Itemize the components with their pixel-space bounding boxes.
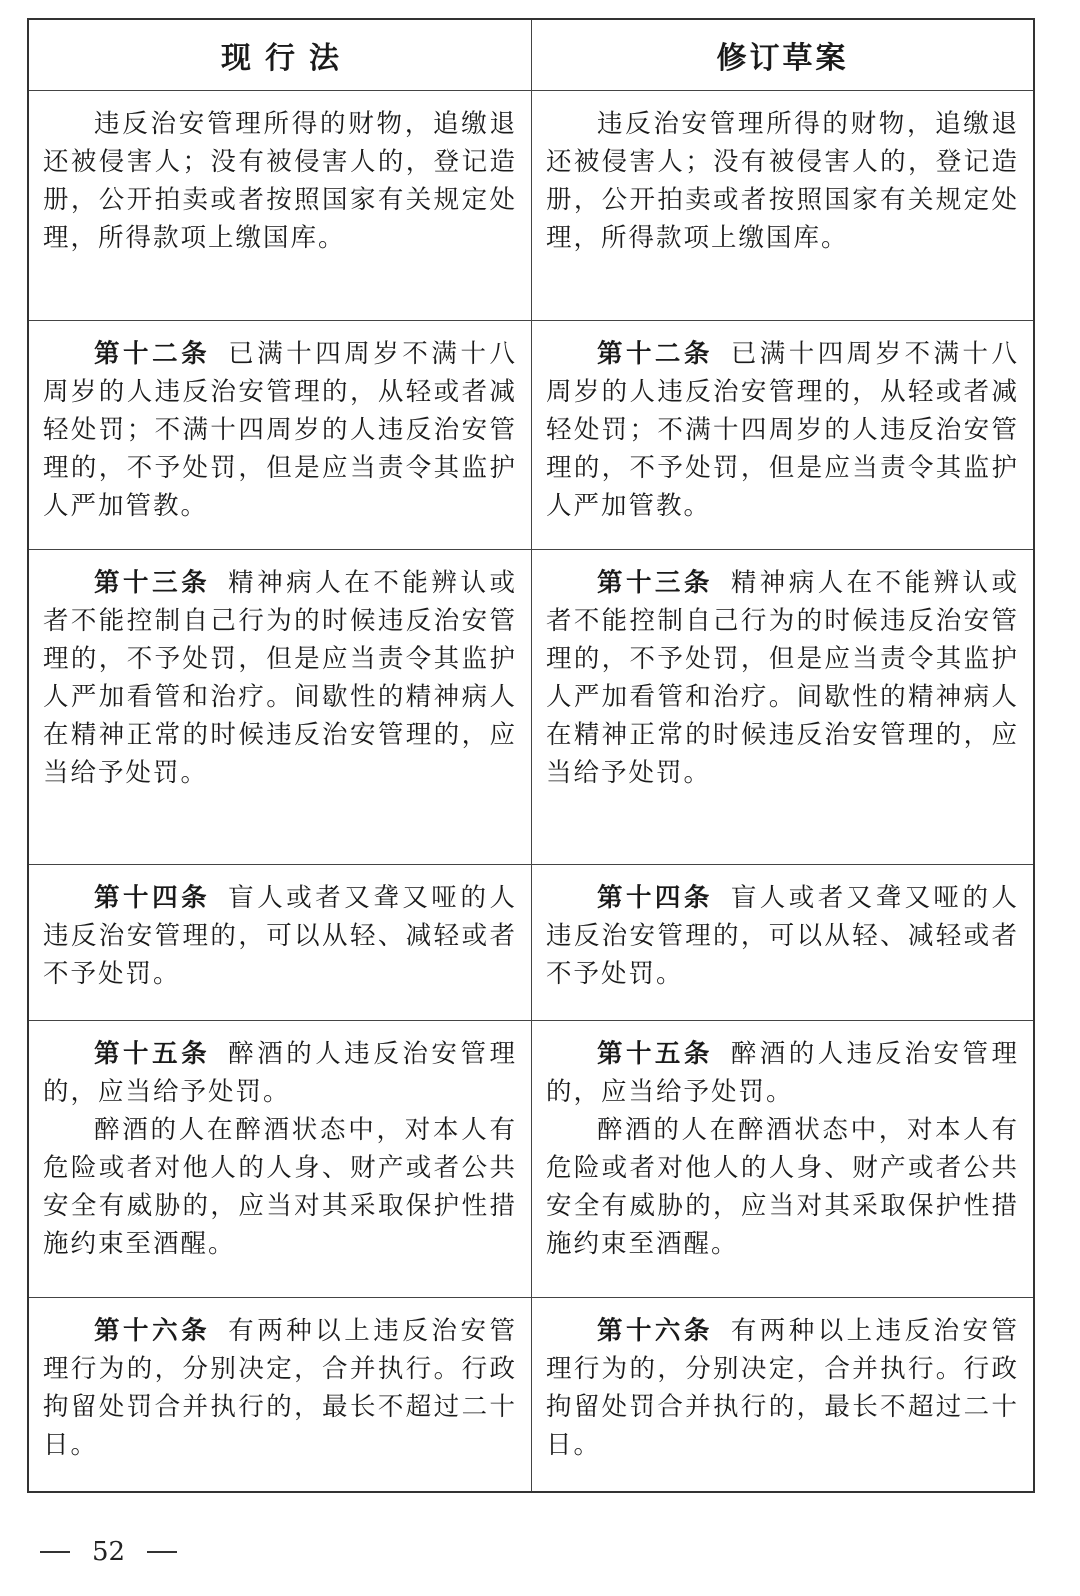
article-label: 第十四条 [94, 883, 211, 913]
article-paragraph [43, 1111, 517, 1263]
article-text: 醉酒的人违反治安管理的，应当给予处罚。 [43, 1039, 517, 1107]
table-row [29, 549, 1033, 864]
article-text: 精神病人在不能辨认或者不能控制自己行为的时候违反治安管理的，不予处罚，但是应当责令其监护人严加看管和治疗。间歇性的精神病人在精神正常的时候违反治安管理的，应当给予处罚。 [43, 568, 517, 788]
article-paragraph [43, 335, 517, 525]
table-row [29, 90, 1033, 320]
article-text: 违反治安管理所得的财物，追缴退还被侵害人；没有被侵害人的，登记造册，公开拍卖或者按照国家有关规定处理，所得款项上缴国库。 [43, 109, 517, 253]
article-label: 第十五条 [94, 1039, 211, 1069]
header-current-law [29, 20, 531, 90]
current-law-cell [29, 321, 531, 549]
draft-cell [531, 321, 1033, 549]
page-footer [40, 1537, 177, 1567]
draft-cell [531, 1298, 1033, 1491]
article-paragraph [43, 105, 517, 257]
article-text: 已满十四周岁不满十八周岁的人违反治安管理的，从轻或者减轻处罚；不满十四周岁的人违反治安管理的，不予处罚，但是应当责令其监护人严加管教。 [43, 339, 517, 521]
table-row [29, 1020, 1033, 1297]
current-law-cell [29, 1021, 531, 1297]
article-paragraph [43, 1312, 517, 1464]
article-text: 已满十四周岁不满十八周岁的人违反治安管理的，从轻或者减轻处罚；不满十四周岁的人违反治安管理的，不予处罚，但是应当责令其监护人严加管教。 [546, 339, 1019, 521]
article-paragraph [546, 1312, 1019, 1464]
article-paragraph [546, 879, 1019, 993]
current-law-cell [29, 1298, 531, 1491]
article-paragraph [546, 1111, 1019, 1263]
article-paragraph [546, 335, 1019, 525]
article-label: 第十六条 [597, 1316, 713, 1346]
article-label: 第十二条 [597, 339, 713, 369]
current-law-cell [29, 550, 531, 864]
article-label: 第十二条 [94, 339, 211, 369]
table-row [29, 1297, 1033, 1491]
article-paragraph [546, 564, 1019, 792]
header-draft [531, 20, 1033, 90]
article-text: 醉酒的人违反治安管理的，应当给予处罚。 [546, 1039, 1019, 1107]
header-current-law-text: 现行法 [221, 41, 353, 76]
page-number: 52 [92, 1537, 126, 1567]
footer-dash-right [147, 1551, 177, 1553]
draft-cell [531, 91, 1033, 320]
article-text: 盲人或者又聋又哑的人违反治安管理的，可以从轻、减轻或者不予处罚。 [546, 883, 1019, 989]
article-paragraph [43, 879, 517, 993]
draft-cell [531, 550, 1033, 864]
article-label: 第十六条 [94, 1316, 211, 1346]
article-paragraph [546, 105, 1019, 257]
draft-cell [531, 1021, 1033, 1297]
article-paragraph [546, 1035, 1019, 1111]
article-label: 第十三条 [597, 568, 713, 598]
article-paragraph [43, 1035, 517, 1111]
article-label: 第十四条 [597, 883, 713, 913]
article-label: 第十五条 [597, 1039, 713, 1069]
article-paragraph [43, 564, 517, 792]
draft-cell [531, 865, 1033, 1020]
footer-dash-left [40, 1551, 70, 1553]
article-text: 有两种以上违反治安管理行为的，分别决定，合并执行。行政拘留处罚合并执行的，最长不超过二十日。 [546, 1316, 1019, 1460]
current-law-cell [29, 865, 531, 1020]
article-text: 精神病人在不能辨认或者不能控制自己行为的时候违反治安管理的，不予处罚，但是应当责令其监护人严加看管和治疗。间歇性的精神病人在精神正常的时候违反治安管理的，应当给予处罚。 [546, 568, 1019, 788]
table-row [29, 864, 1033, 1020]
table-row [29, 320, 1033, 549]
comparison-table [27, 18, 1035, 1493]
current-law-cell [29, 91, 531, 320]
article-text: 醉酒的人在醉酒状态中，对本人有危险或者对他人的人身、财产或者公共安全有威胁的，应当对其采取保护性措施约束至酒醒。 [43, 1115, 517, 1259]
header-draft-text: 修订草案 [716, 41, 849, 76]
table-header-row [29, 20, 1033, 90]
article-label: 第十三条 [94, 568, 211, 598]
article-text: 醉酒的人在醉酒状态中，对本人有危险或者对他人的人身、财产或者公共安全有威胁的，应当对其采取保护性措施约束至酒醒。 [546, 1115, 1019, 1259]
article-text: 违反治安管理所得的财物，追缴退还被侵害人；没有被侵害人的，登记造册，公开拍卖或者按照国家有关规定处理，所得款项上缴国库。 [546, 109, 1019, 253]
article-text: 盲人或者又聋又哑的人违反治安管理的，可以从轻、减轻或者不予处罚。 [43, 883, 517, 989]
article-text: 有两种以上违反治安管理行为的，分别决定，合并执行。行政拘留处罚合并执行的，最长不超过二十日。 [43, 1316, 517, 1460]
